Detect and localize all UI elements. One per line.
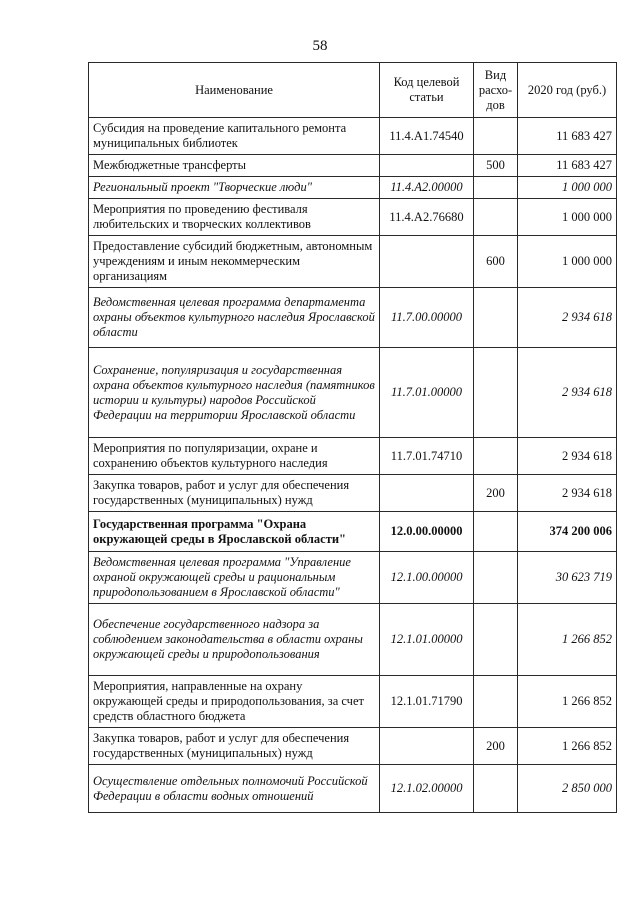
cell-sum: 11 683 427 — [518, 118, 617, 155]
cell-kind — [474, 552, 518, 604]
cell-code: 11.4.А1.74540 — [380, 118, 474, 155]
table-row — [89, 199, 617, 236]
cell-kind — [474, 438, 518, 475]
table-row — [89, 288, 617, 348]
table-row — [89, 118, 617, 155]
cell-name: Государственная программа "Охрана окружающей среды в Ярославской области" — [89, 512, 380, 552]
cell-sum: 1 000 000 — [518, 236, 617, 288]
cell-kind — [474, 288, 518, 348]
table-row — [89, 236, 617, 288]
cell-code: 11.7.01.00000 — [380, 348, 474, 438]
cell-sum: 30 623 719 — [518, 552, 617, 604]
cell-kind — [474, 676, 518, 728]
cell-name: Субсидия на проведение капитального ремонта муниципальных библиотек — [89, 118, 380, 155]
table-row — [89, 177, 617, 199]
cell-kind — [474, 118, 518, 155]
table-header-row — [89, 63, 617, 118]
cell-kind — [474, 177, 518, 199]
cell-code — [380, 475, 474, 512]
table-row — [89, 604, 617, 676]
cell-kind — [474, 765, 518, 813]
cell-kind: 200 — [474, 475, 518, 512]
cell-name: Региональный проект "Творческие люди" — [89, 177, 380, 199]
cell-code: 11.4.А2.76680 — [380, 199, 474, 236]
cell-code: 12.1.02.00000 — [380, 765, 474, 813]
cell-kind: 200 — [474, 728, 518, 765]
table-row — [89, 512, 617, 552]
cell-kind — [474, 199, 518, 236]
cell-name: Мероприятия по популяризации, охране и сохранению объектов культурного наследия — [89, 438, 380, 475]
page-number: 58 — [312, 38, 328, 54]
cell-sum: 2 850 000 — [518, 765, 617, 813]
cell-kind: 600 — [474, 236, 518, 288]
cell-name: Осуществление отдельных полномочий Российской Федерации в области водных отношений — [89, 765, 380, 813]
cell-sum: 374 200 006 — [518, 512, 617, 552]
table-row — [89, 348, 617, 438]
cell-name: Обеспечение государственного надзора за соблюдением законодательства в области охраны окружающей среды и природопользования — [89, 604, 380, 676]
cell-sum: 1 000 000 — [518, 199, 617, 236]
cell-name: Ведомственная целевая программа департамента охраны объектов культурного наследия Ярославской области — [89, 288, 380, 348]
table-row — [89, 155, 617, 177]
table-body — [89, 118, 617, 813]
cell-sum: 2 934 618 — [518, 288, 617, 348]
cell-sum: 11 683 427 — [518, 155, 617, 177]
cell-sum: 1 266 852 — [518, 604, 617, 676]
cell-code — [380, 236, 474, 288]
cell-code — [380, 728, 474, 765]
cell-name: Закупка товаров, работ и услуг для обеспечения государственных (муниципальных) нужд — [89, 475, 380, 512]
cell-code: 12.1.01.71790 — [380, 676, 474, 728]
cell-code: 12.1.00.00000 — [380, 552, 474, 604]
cell-sum: 1 266 852 — [518, 728, 617, 765]
cell-sum: 2 934 618 — [518, 348, 617, 438]
cell-kind: 500 — [474, 155, 518, 177]
cell-kind — [474, 348, 518, 438]
table-row — [89, 765, 617, 813]
table-row — [89, 676, 617, 728]
table-row — [89, 438, 617, 475]
budget-table — [88, 62, 617, 813]
cell-sum: 1 266 852 — [518, 676, 617, 728]
cell-name: Предоставление субсидий бюджетным, автономным учреждениям и иным некоммерческим организациям — [89, 236, 380, 288]
cell-code: 12.1.01.00000 — [380, 604, 474, 676]
cell-sum: 1 000 000 — [518, 177, 617, 199]
cell-sum: 2 934 618 — [518, 475, 617, 512]
cell-code — [380, 155, 474, 177]
cell-kind — [474, 512, 518, 552]
cell-name: Мероприятия, направленные на охрану окружающей среды и природопользования, за счет средств областного бюджета — [89, 676, 380, 728]
cell-name: Сохранение, популяризация и государственная охрана объектов культурного наследия (памятников истории и культуры) народов Российской Федерации на территории Ярославской области — [89, 348, 380, 438]
cell-name: Ведомственная целевая программа "Управление охраной окружающей среды и рациональным природопользованием в Ярославской области" — [89, 552, 380, 604]
cell-code: 12.0.00.00000 — [380, 512, 474, 552]
cell-code: 11.4.А2.00000 — [380, 177, 474, 199]
table-row — [89, 552, 617, 604]
table-row — [89, 475, 617, 512]
header-sum: 2020 год (руб.) — [518, 63, 617, 118]
cell-code: 11.7.00.00000 — [380, 288, 474, 348]
cell-name: Мероприятия по проведению фестиваля любительских и творческих коллективов — [89, 199, 380, 236]
header-kind: Вид расхо-дов — [474, 63, 518, 118]
cell-code: 11.7.01.74710 — [380, 438, 474, 475]
table-row — [89, 728, 617, 765]
cell-sum: 2 934 618 — [518, 438, 617, 475]
header-name: Наименование — [89, 63, 380, 118]
cell-kind — [474, 604, 518, 676]
header-code: Код целевой статьи — [380, 63, 474, 118]
cell-name: Межбюджетные трансферты — [89, 155, 380, 177]
cell-name: Закупка товаров, работ и услуг для обеспечения государственных (муниципальных) нужд — [89, 728, 380, 765]
